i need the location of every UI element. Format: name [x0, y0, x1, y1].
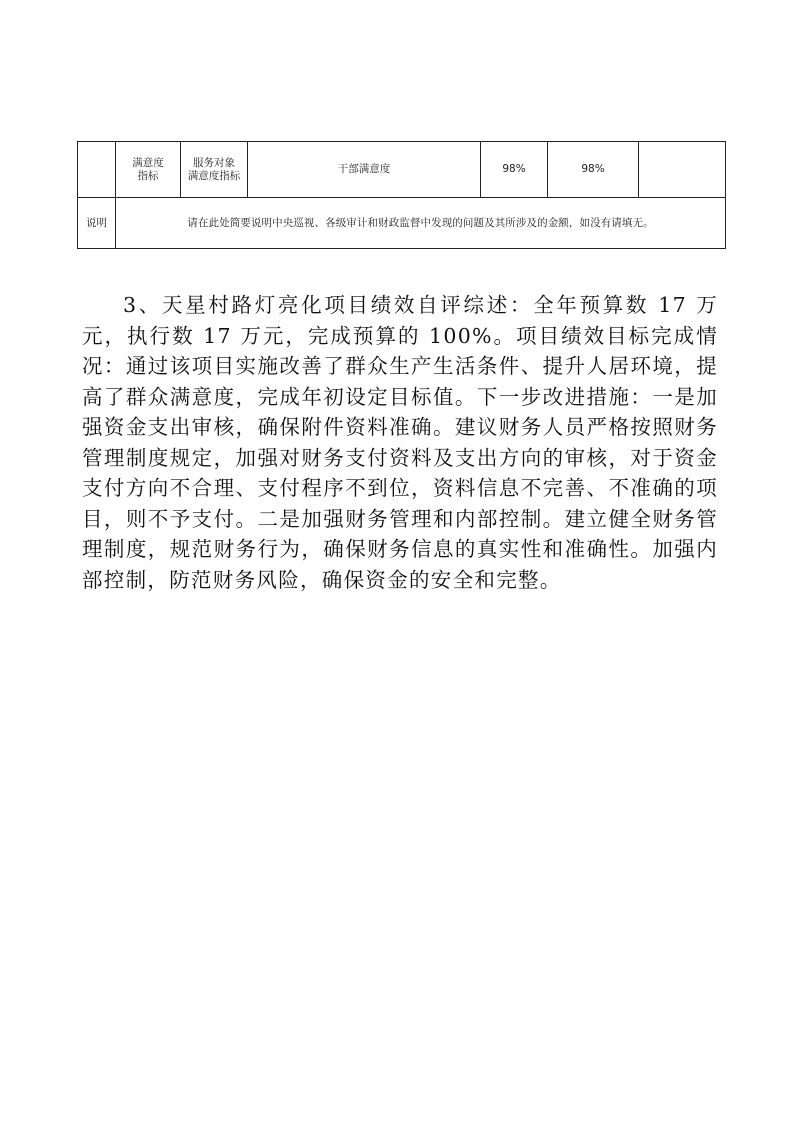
table-cell-actual-value: 98%: [548, 142, 639, 198]
performance-table: [77, 141, 726, 249]
table-cell-indicator-subcategory: [181, 142, 248, 198]
cell-text: 服务对象: [193, 156, 235, 169]
table-cell-note-label: 说明: [78, 198, 116, 249]
cell-text: 满意度: [132, 156, 164, 169]
table-cell-empty: [78, 142, 116, 198]
table-cell-indicator-category: [116, 142, 181, 198]
table-cell-indicator-name: 干部满意度: [248, 142, 481, 198]
table-cell-note: 请在此处简要说明中央巡视、各级审计和财政监督中发现的问题及其所涉及的金额，如没有请填无。: [116, 198, 726, 249]
cell-text: 满意度指标: [187, 169, 241, 182]
cell-text: 指标: [137, 169, 159, 182]
table-row: [78, 198, 726, 249]
table-cell-target-value: 98%: [481, 142, 548, 198]
table-cell-empty: [639, 142, 726, 198]
self-evaluation-summary: 3、天星村路灯亮化项目绩效自评综述：全年预算数 17 万元，执行数 17 万元，完成预算的 100%。项目绩效目标完成情况：通过该项目实施改善了群众生产生活条件、提升人居环境，提高了群众满意度，完成年初设定目标值。下一步改进措施：一是加强资金支出审核，确保附件资料准确。建议财务人员严格按照财务管理制度规定，加强对财务支付资料及支出方向的审核，对于资金支付方向不合理、支付程序不到位，资料信息不完善、不准确的项目，则不予支付。二是加强财务管理和内部控制。建立健全财务管理制度，规范财务行为，确保财务信息的真实性和准确性。加强内部控制，防范财务风险，确保资金的安全和完整。: [82, 293, 718, 592]
table-row: [78, 142, 726, 198]
